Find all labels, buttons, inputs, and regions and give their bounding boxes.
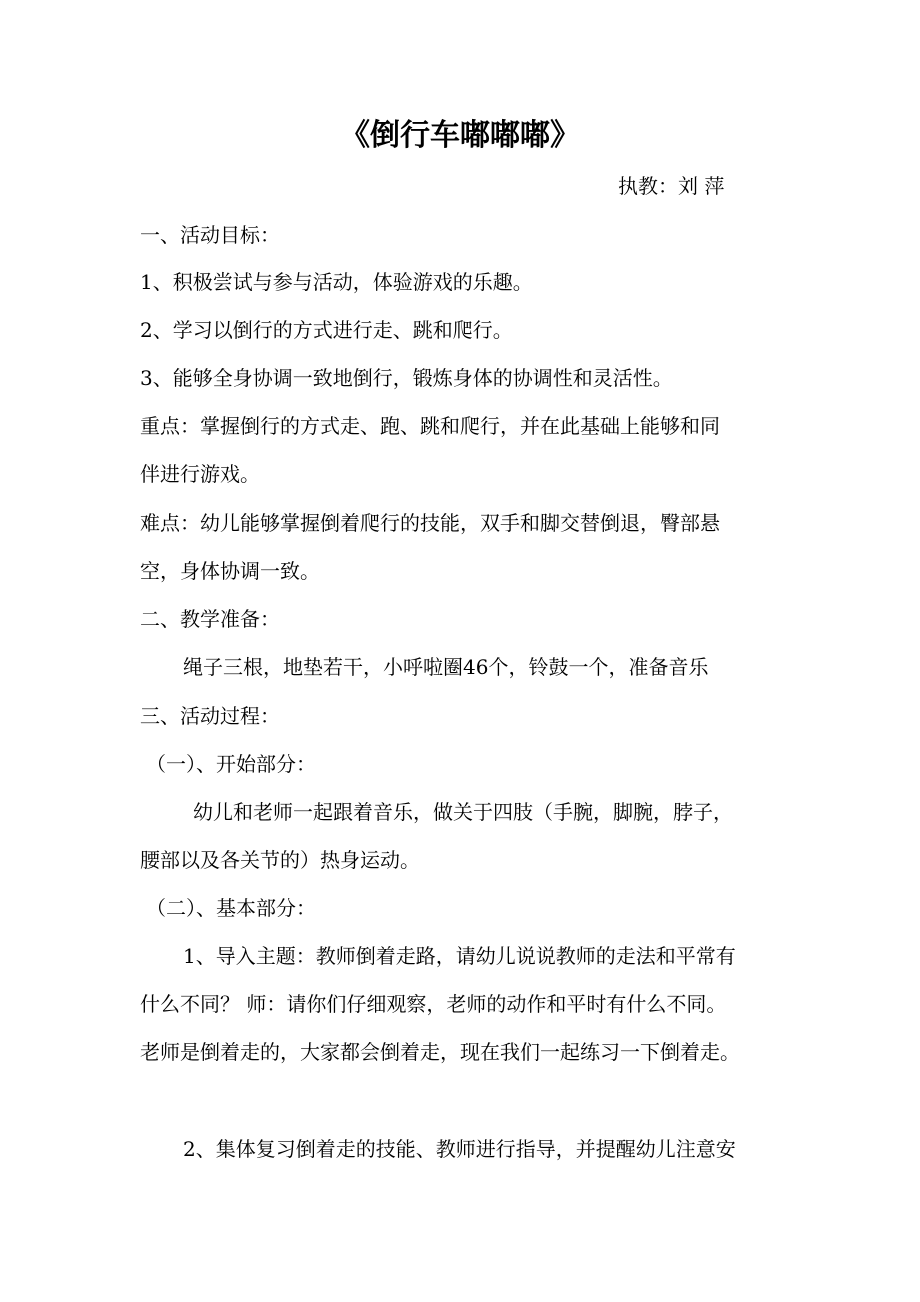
key-point-line-1: 重点：掌握倒行的方式走、跑、跳和爬行，并在此基础上能够和同 [140, 414, 720, 438]
author-line: 执教：刘 萍 [618, 174, 725, 198]
section-heading-process: 三、活动过程： [140, 704, 280, 728]
subsection-heading-basic: （二）、基本部分： [146, 896, 316, 920]
objective-1: 1、积极尝试与参与活动，体验游戏的乐趣。 [140, 270, 533, 294]
section-heading-objectives: 一、活动目标： [140, 223, 280, 247]
warmup-line-2: 腰部以及各关节的）热身运动。 [140, 848, 420, 872]
step-2-line-1: 2、集体复习倒着走的技能、教师进行指导，并提醒幼儿注意安 [183, 1137, 736, 1161]
difficulty-line-2: 空，身体协调一致。 [140, 559, 320, 583]
subsection-heading-start: （一）、开始部分： [146, 752, 316, 776]
warmup-line-1: 幼儿和老师一起跟着音乐，做关于四肢（手腕，脚腕，脖子， [193, 800, 733, 824]
preparation-materials: 绳子三根，地垫若干，小呼啦圈46个，铃鼓一个，准备音乐 [183, 655, 709, 679]
step-1-line-2: 什么不同？ 师：请你们仔细观察，老师的动作和平时有什么不同。 [140, 992, 727, 1016]
document-title: 《倒行车嘟嘟嘟》 [340, 118, 580, 153]
objective-2: 2、学习以倒行的方式进行走、跳和爬行。 [140, 318, 513, 342]
difficulty-line-1: 难点：幼儿能够掌握倒着爬行的技能，双手和脚交替倒退，臀部悬 [140, 511, 720, 535]
section-heading-preparation: 二、教学准备： [140, 607, 280, 631]
step-1-line-1: 1、导入主题：教师倒着走路，请幼儿说说教师的走法和平常有 [183, 944, 736, 968]
key-point-line-2: 伴进行游戏。 [140, 462, 260, 486]
step-1-line-3: 老师是倒着走的，大家都会倒着走，现在我们一起练习一下倒着走。 [140, 1040, 740, 1064]
objective-3: 3、能够全身协调一致地倒行，锻炼身体的协调性和灵活性。 [140, 366, 673, 390]
